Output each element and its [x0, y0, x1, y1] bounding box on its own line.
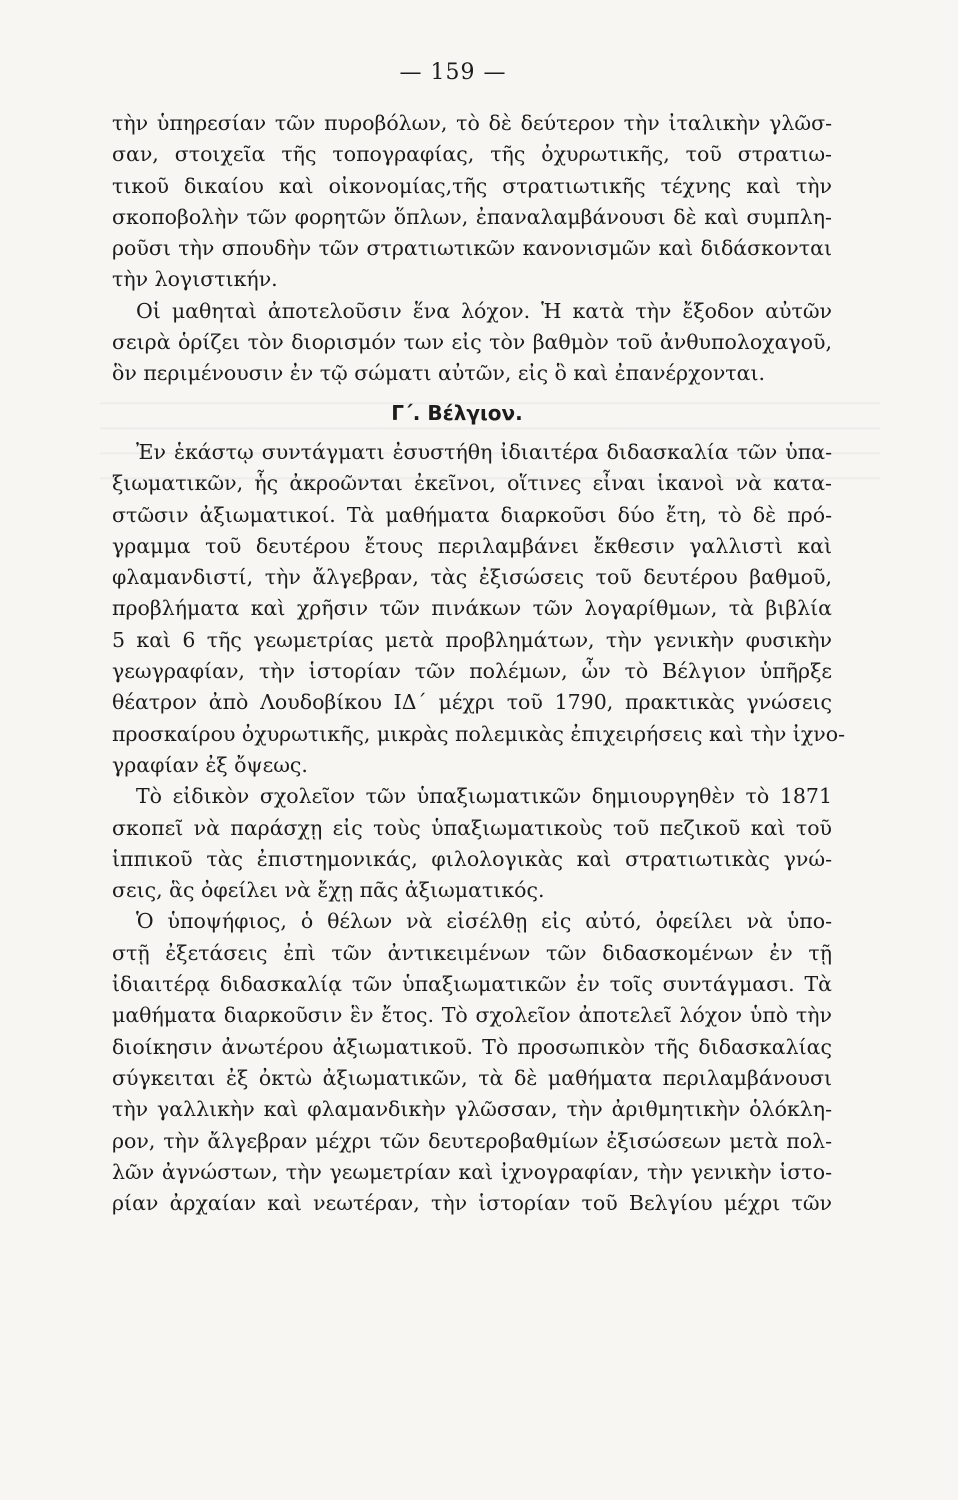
- text-line: τικοῦ δικαίου καὶ οἰκονομίας,τῆς στρατιωτικῆς τέχνης καὶ τὴν: [112, 173, 832, 198]
- text-line: φλαμανδιστί, τὴν ἄλγεβραν, τὰς ἐξισώσεις τοῦ δευτέρου βαθμοῦ,: [112, 565, 832, 590]
- paragraph-1: [112, 108, 832, 296]
- body-text: [112, 108, 845, 1219]
- text-line: Τὸ εἰδικὸν σχολεῖον τῶν ὑπαξιωματικῶν δημιουργηθὲν τὸ 1871: [136, 784, 832, 809]
- text-line: μαθήματα διαρκοῦσιν ἓν ἔτος. Τὸ σχολεῖον ἀποτελεῖ λόχον ὑπὸ τὴν: [112, 1003, 832, 1028]
- text-line: τὴν ὑπηρεσίαν τῶν πυροβόλων, τὸ δὲ δεύτερον τὴν ἰταλικὴν γλῶσ-: [112, 111, 832, 135]
- text-line: διοίκησιν ἀνωτέρου ἀξιωματικοῦ. Τὸ προσωπικὸν τῆς διδασκαλίας: [112, 1034, 832, 1059]
- text-line: τὴν λογιστικήν.: [112, 267, 278, 292]
- text-line: ρίαν ἀρχαίαν καὶ νεωτέραν, τὴν ἱστορίαν τοῦ Βελγίου μέχρι τῶν: [112, 1191, 832, 1216]
- text-line: στῶσιν ἀξιωματικοί. Τὰ μαθήματα διαρκοῦσι δύο ἔτη, τὸ δὲ πρό-: [112, 502, 832, 527]
- text-line: γεωγραφίαν, τὴν ἱστορίαν τῶν πολέμων, ὧν τὸ Βέλγιον ὑπῆρξε: [112, 659, 832, 684]
- text-line: ροῦσι τὴν σπουδὴν τῶν στρατιωτικῶν κανονισμῶν καὶ διδάσκονται: [112, 236, 832, 261]
- text-line: λῶν ἀγνώστων, τὴν γεωμετρίαν καὶ ἰχνογραφίαν, τὴν γενικὴν ἱστο-: [112, 1159, 832, 1184]
- text-line: τὴν γαλλικὴν καὶ φλαμανδικὴν γλῶσσαν, τὴν ἀριθμητικὴν ὁλόκλη-: [112, 1097, 832, 1122]
- paragraph-2: [112, 296, 832, 390]
- paragraph-5: [112, 906, 832, 1219]
- text-line: σκοπεῖ νὰ παράσχῃ εἰς τοὺς ὑπαξιωματικοὺς τοῦ πεζικοῦ καὶ τοῦ: [112, 815, 832, 840]
- text-line: σεις, ἃς ὀφείλει νὰ ἔχῃ πᾶς ἀξιωματικός.: [112, 878, 545, 903]
- text-line: γραμμα τοῦ δευτέρου ἔτους περιλαμβάνει ἔκθεσιν γαλλιστὶ καὶ: [112, 533, 832, 558]
- paragraph-3: [112, 437, 845, 781]
- text-line: ρον, τὴν ἄλγεβραν μέχρι τῶν δευτεροβαθμίων ἐξισώσεων μετὰ πολ-: [112, 1128, 832, 1153]
- text-line: ξιωματικῶν, ἧς ἀκροῶνται ἐκεῖνοι, οἵτινες εἶναι ἱκανοὶ νὰ κατα-: [112, 471, 832, 496]
- text-line: γραφίαν ἐξ ὄψεως.: [112, 752, 308, 777]
- paragraph-4: [112, 781, 832, 906]
- text-line: προσκαίρου ὀχυρωτικῆς, μικρὰς πολεμικὰς ἐπιχειρήσεις καὶ τὴν ἰχνο-: [112, 721, 845, 746]
- text-line: προβλήματα καὶ χρῆσιν τῶν πινάκων τῶν λογαρίθμων, τὰ βιβλία: [112, 596, 832, 621]
- text-line: θέατρον ἀπὸ Λουδοβίκου ΙΔ΄ μέχρι τοῦ 1790, πρακτικὰς γνώσεις: [112, 690, 832, 715]
- text-line: ἱππικοῦ τὰς ἐπιστημονικάς, φιλολογικὰς καὶ στρατιωτικὰς γνώ-: [112, 846, 832, 871]
- text-line: ὃν περιμένουσιν ἐν τῷ σώματι αὐτῶν, εἰς ὃ καὶ ἐπανέρχονται.: [112, 361, 766, 386]
- text-line: σύγκειται ἐξ ὀκτὼ ἀξιωματικῶν, τὰ δὲ μαθήματα περιλαμβάνουσι: [112, 1065, 832, 1090]
- spacer: [112, 429, 832, 437]
- text-line: σαν, στοιχεῖα τῆς τοπογραφίας, τῆς ὀχυρωτικῆς, τοῦ στρατιω-: [112, 142, 832, 167]
- text-line: ἰδιαιτέρᾳ διδασκαλίᾳ τῶν ὑπαξιωματικῶν ἐν τοῖς συντάγμασι. Τὰ: [112, 972, 832, 997]
- section-heading: Γ΄. Βέλγιον.: [391, 400, 523, 425]
- text-line: Οἱ μαθηταὶ ἀποτελοῦσιν ἕνα λόχον. Ἡ κατὰ τὴν ἔξοδον αὐτῶν: [136, 298, 832, 323]
- text-line: Ὁ ὑποψήφιος, ὁ θέλων νὰ εἰσέλθῃ εἰς αὐτό, ὀφείλει νὰ ὑπο-: [136, 909, 832, 934]
- text-line: στῇ ἐξετάσεις ἐπὶ τῶν ἀντικειμένων τῶν διδασκομένων ἐν τῇ: [112, 940, 832, 965]
- page-number: — 159 —: [399, 60, 507, 85]
- text-line: 5 καὶ 6 τῆς γεωμετρίας μετὰ προβλημάτων, τὴν γενικὴν φυσικὴν: [112, 627, 832, 652]
- spacer: [112, 390, 832, 398]
- text-line: σειρὰ ὁρίζει τὸν διορισμόν των εἰς τὸν βαθμὸν τοῦ ἀνθυπολοχαγοῦ,: [112, 330, 832, 355]
- text-line: σκοποβολὴν τῶν φορητῶν ὅπλων, ἐπαναλαμβάνουσι δὲ καὶ συμπλη-: [112, 204, 832, 229]
- text-line: Ἐν ἑκάστῳ συντάγματι ἐσυστήθη ἰδιαιτέρα διδασκαλία τῶν ὑπα-: [136, 439, 832, 464]
